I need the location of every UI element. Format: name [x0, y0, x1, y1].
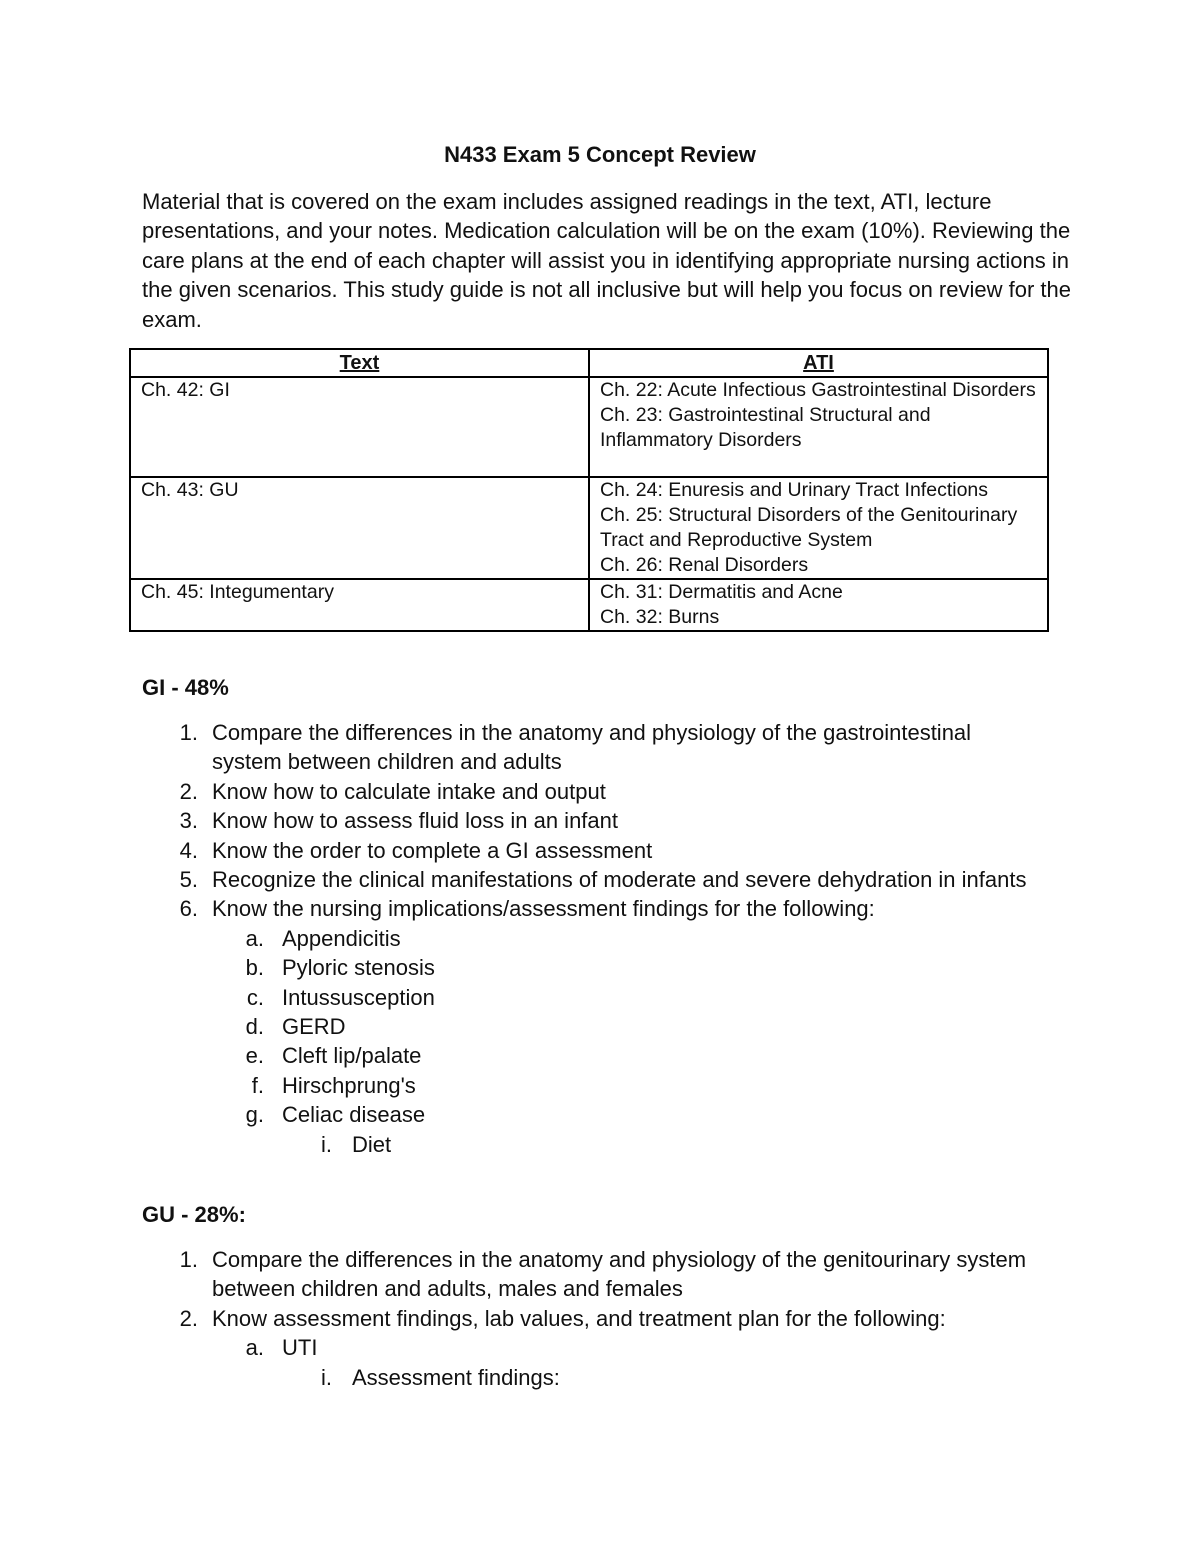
sub-list-item	[142, 1041, 1042, 1070]
list-item-text: Know assessment findings, lab values, and treatment plan for the following:	[212, 1305, 946, 1331]
list-item-text: Cleft lip/palate	[282, 1043, 422, 1069]
ati-cell	[589, 579, 1048, 631]
list-marker: e.	[245, 1043, 264, 1069]
table-row	[130, 579, 1048, 631]
sub-sub-list-item	[142, 1130, 1042, 1159]
list-item	[142, 718, 1042, 777]
list-item-text: Intussusception	[282, 984, 435, 1010]
list-marker: a.	[245, 1335, 264, 1361]
list-marker: g.	[245, 1102, 264, 1128]
page-title: N433 Exam 5 Concept Review	[444, 142, 756, 167]
list-marker: 2.	[179, 778, 198, 804]
table-header-row	[130, 349, 1048, 377]
list-item-text: Pyloric stenosis	[282, 955, 435, 981]
list-item	[142, 836, 1042, 865]
list-marker: 1.	[179, 720, 198, 745]
table-row	[130, 477, 1048, 579]
list-item-text: Know how to assess fluid loss in an infant	[212, 808, 619, 834]
list-item	[142, 1304, 1042, 1333]
list-marker: 3.	[179, 808, 198, 834]
list-item-text: Assessment findings:	[352, 1364, 560, 1390]
list-item-text: Celiac disease	[282, 1102, 426, 1128]
list-item-text: Diet	[352, 1131, 392, 1157]
ati-entry: Ch. 31: Dermatitis and Acne	[600, 581, 843, 603]
ati-entry: Ch. 32: Burns	[600, 606, 720, 628]
ati-entry: Ch. 22: Acute Infectious Gastrointestinal Disorders	[600, 379, 1036, 401]
list-item	[142, 777, 1042, 806]
gu-list	[142, 1245, 1042, 1392]
list-marker: a.	[245, 925, 264, 951]
reference-table	[129, 348, 1049, 632]
text-cell: Ch. 45: Integumentary	[130, 579, 589, 631]
list-marker: 5.	[179, 867, 198, 893]
list-item-text: Know the nursing implications/assessment findings for the following:	[212, 896, 875, 922]
intro-paragraph: Material that is covered on the exam includes assigned readings in the text, ATI, lecture presentations, and your notes. Medication calculation will be on the exam (10%). Reviewing the care plans at the end of each chapter will assist you in identifying appropriate nursing actions in the given scenarios. This study guide is not all inclusive but will help you focus on review for the exam.	[142, 189, 1071, 332]
list-marker: b.	[245, 955, 264, 981]
sub-list-item	[142, 1333, 1042, 1362]
list-marker: c.	[246, 984, 264, 1010]
list-item-text: Compare the differences in the anatomy and physiology of the genitourinary system between children and adults, males and females	[212, 1247, 1027, 1302]
sub-list-item	[142, 983, 1042, 1012]
list-item	[142, 1245, 1042, 1304]
text-cell: Ch. 42: GI	[130, 377, 589, 477]
list-item-text: Appendicitis	[282, 925, 401, 951]
column-header-ati: ATI	[589, 349, 1048, 377]
gi-list	[142, 718, 1042, 1159]
list-item-text: Recognize the clinical manifestations of moderate and severe dehydration in infants	[212, 867, 1027, 893]
list-marker: 4.	[179, 837, 198, 863]
gi-section-heading: GI - 48%	[142, 675, 229, 700]
list-marker: i.	[321, 1364, 332, 1390]
list-item-text: UTI	[282, 1335, 318, 1361]
ati-entry: Ch. 24: Enuresis and Urinary Tract Infections	[600, 479, 989, 501]
sub-list-item	[142, 1071, 1042, 1100]
list-item-text: GERD	[282, 1014, 346, 1040]
list-item	[142, 894, 1042, 923]
ati-entry: Ch. 23: Gastrointestinal Structural and Inflammatory Disorders	[600, 404, 931, 451]
sub-list-item	[142, 1100, 1042, 1129]
sub-list-item	[142, 924, 1042, 953]
list-item	[142, 806, 1042, 835]
list-marker: i.	[321, 1131, 332, 1157]
text-cell: Ch. 43: GU	[130, 477, 589, 579]
ati-cell	[589, 477, 1048, 579]
list-item-text: Hirschprung's	[282, 1072, 416, 1098]
list-marker: 1.	[179, 1247, 198, 1272]
list-marker: f.	[251, 1072, 264, 1098]
sub-sub-list-item	[142, 1363, 1042, 1392]
list-item-text: Know how to calculate intake and output	[212, 778, 606, 804]
list-marker: 2.	[179, 1305, 198, 1331]
table-row	[130, 377, 1048, 477]
sub-list-item	[142, 1012, 1042, 1041]
sub-list-item	[142, 953, 1042, 982]
ati-entry: Ch. 26: Renal Disorders	[600, 554, 809, 576]
list-marker: d.	[245, 1014, 264, 1040]
gu-section-heading: GU - 28%:	[142, 1202, 246, 1227]
list-item-text: Know the order to complete a GI assessment	[212, 837, 653, 863]
ati-cell	[589, 377, 1048, 477]
list-item	[142, 865, 1042, 894]
list-item-text: Compare the differences in the anatomy and physiology of the gastrointestinal system between children and adults	[212, 720, 972, 775]
ati-entry: Ch. 25: Structural Disorders of the Genitourinary Tract and Reproductive System	[600, 504, 1018, 551]
list-marker: 6.	[179, 896, 198, 922]
column-header-text: Text	[130, 349, 589, 377]
